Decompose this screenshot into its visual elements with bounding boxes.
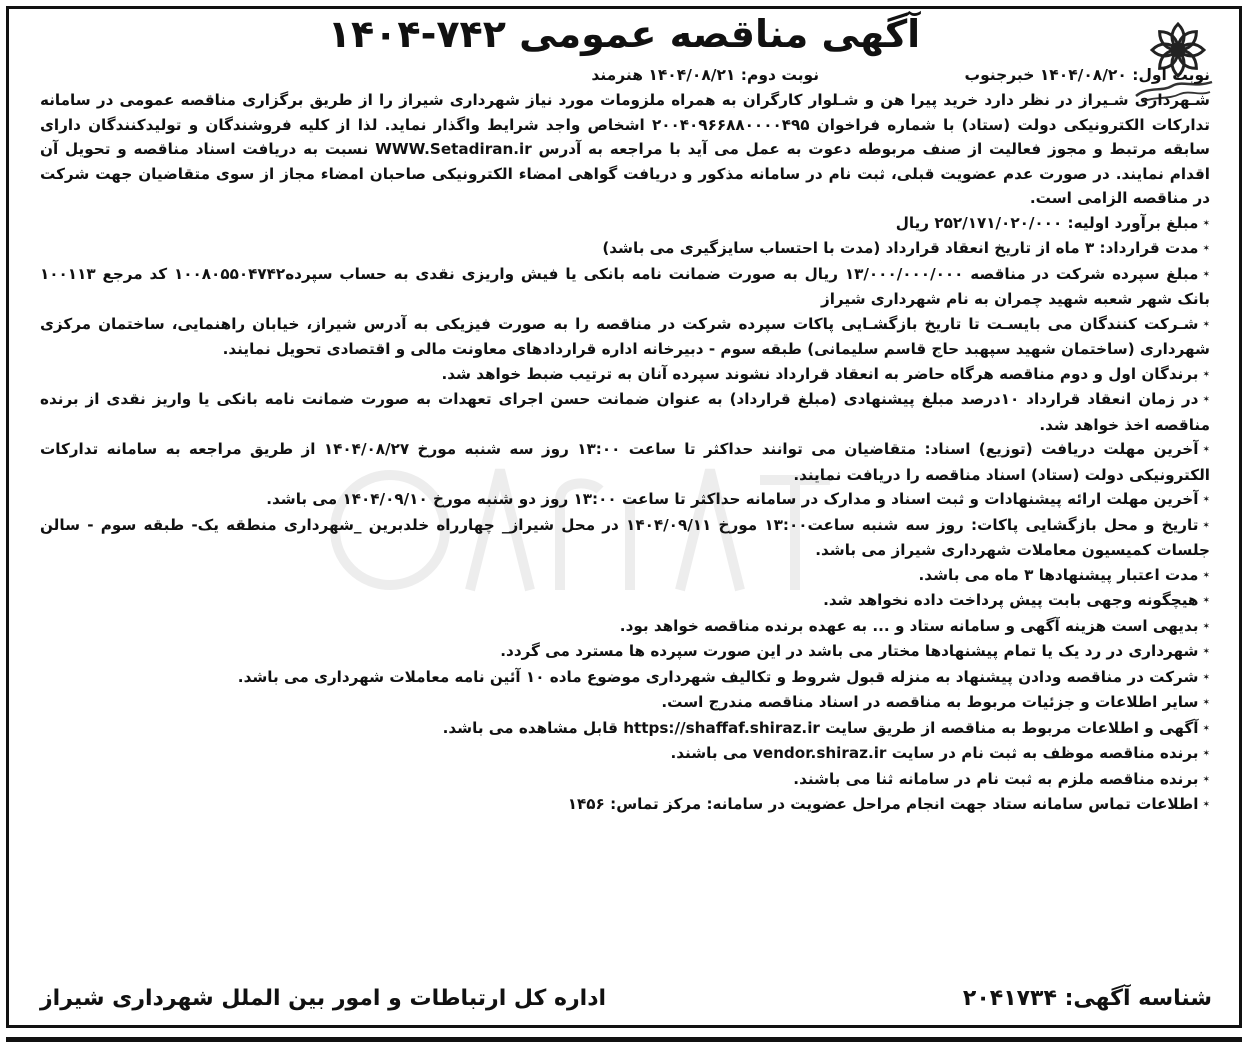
- first-turn-date: نوبت اول: ۱۴۰۴/۰۸/۲۰ خبرجنوب: [964, 66, 1210, 84]
- list-item: ✶ تاریخ و محل بازگشایی پاکات: روز سه شنبه ساعت۱۳:۰۰ مورخ ۱۴۰۴/۰۹/۱۱ در محل شیراز_ چهارراه خلدبرین _شهرداری منطقه یک- طبقه سوم - سالن جلسات کمیسیون معاملات شهرداری شیراز می باشد.: [40, 513, 1210, 563]
- list-item: ✶ مدت اعتبار پیشنهادها ۳ ماه می باشد.: [40, 563, 1210, 589]
- list-item: ✶ آخرین مهلت ارائه پیشنهادات و ثبت اسناد و مدارک در سامانه حداکثر تا ساعت ۱۳:۰۰ روز دو شنبه مورخ ۱۴۰۴/۰۹/۱۰ می باشد.: [40, 487, 1210, 513]
- list-item: ✶ آگهی و اطلاعات مربوط به مناقصه از طریق سایت https://shaffaf.shiraz.ir قابل مشاهده می باشد.: [40, 716, 1210, 742]
- notice-body: [40, 88, 1210, 818]
- list-item: ✶ در زمان انعقاد قرارداد ۱۰درصد مبلغ پیشنهادی (مبلغ قرارداد) به عنوان ضمانت حسن اجرای تعهدات به صورت ضمانت نامه بانکی یا واریز نقدی از برنده مناقصه اخذ خواهد شد.: [40, 387, 1210, 437]
- publication-turns: [591, 64, 1210, 86]
- issuing-office: اداره کل ارتباطات و امور بین الملل شهرداری شیراز: [40, 986, 607, 1011]
- notice-footer: [40, 982, 1212, 1016]
- list-item: ✶ برنده مناقصه موظف به ثبت نام در سایت vendor.shiraz.ir می باشند.: [40, 741, 1210, 767]
- list-item: ✶ مبلغ سپرده شرکت در مناقصه ۱۳/۰۰۰/۰۰۰/۰۰۰ ریال به صورت ضمانت نامه بانکی یا فیش واریزی نقدی به حساب سپرده۱۰۰۸۰۵۵۰۴۷۴۲ کد مرجع ۱۰۰۱۱۳ بانک شهر شعبه شهید چمران به نام شهرداری شیراز: [40, 262, 1210, 312]
- list-item: ✶ شـرکت کنندگان می بایسـت تا تاریخ بازگشـایی پاکات سپرده شرکت در مناقصه را به صورت فیزیکی به آدرس شیراز، خیابان راهنمایی، ساختمان مرکزی شهرداری (ساختمان شهید سپهبد حاج قاسم سلیمانی) طبقه سوم - دبیرخانه اداره قراردادهای معاونت مالی و اقتصادی تحویل نمایند.: [40, 312, 1210, 362]
- list-item: ✶ برنده مناقصه ملزم به ثبت نام در سامانه ثنا می باشند.: [40, 767, 1210, 793]
- ad-identifier: شناسه آگهی: ۲۰۴۱۷۳۴: [962, 986, 1212, 1011]
- list-item: ✶ برندگان اول و دوم مناقصه هرگاه حاضر به انعقاد قرارداد نشوند سپرده آنان به ترتیب ضبط خواهد شد.: [40, 362, 1210, 388]
- notice-title: آگهی مناقصه عمومی ۷۴۲-۱۴۰۴: [327, 12, 921, 56]
- list-item: ✶ اطلاعات تماس سامانه ستاد جهت انجام مراحل عضویت در سامانه: مرکز تماس: ۱۴۵۶: [40, 792, 1210, 818]
- list-item: ✶ شرکت در مناقصه ودادن پیشنهاد به منزله قبول شروط و تکالیف شهرداری موضوع ماده ۱۰ آئین نامه معاملات شهرداری می باشد.: [40, 665, 1210, 691]
- list-item: ✶ سایر اطلاعات و جزئیات مربوط به مناقصه در اسناد مناقصه مندرج است.: [40, 690, 1210, 716]
- second-turn-date: نوبت دوم: ۱۴۰۴/۰۸/۲۱ هنرمند: [591, 66, 820, 84]
- list-item: ✶ مدت قرارداد: ۳ ماه از تاریخ انعقاد قرارداد (مدت با احتساب سایزگیری می باشد): [40, 236, 1210, 262]
- list-item: ✶ شهرداری در رد یک یا تمام پیشنهادها مختار می باشد در این صورت سپرده ها مسترد می گردد.: [40, 639, 1210, 665]
- intro-paragraph: شـهرداری شـیراز در نظر دارد خرید پیرا هن و شـلوار کارگران به همراه ملزومات مورد نیاز شهرداری شیراز را از طریق برگزاری مناقصه عمومی در سامانه تدارکات الکترونیکی دولت (ستاد) با شماره فراخوان ۲۰۰۴۰۹۶۶۸۸۰۰۰۰۴۹۵ اشخاص واجد شرایط واگذار نماید. لذا از کلیه فروشندگان و تولیدکنندگان دارای سابقه مرتبط و مجوز فعالیت از صنف مربوطه دعوت به عمل می آید با مراجعه به آدرس WWW.Setadiran.ir نسبت به دریافت اسناد مناقصه و تحویل آن اقدام نمایند. در صورت عدم عضویت قبلی، ثبت نام در سامانه مذکور و دریافت گواهی امضاء الکترونیکی صاحبان امضاء مجاز از سوی متقاضیان جهت شرکت در مناقصه الزامی است.: [40, 91, 1210, 207]
- bottom-divider: [6, 1037, 1242, 1042]
- list-item: ✶ هیچگونه وجهی بابت پیش پرداخت داده نخواهد شد.: [40, 588, 1210, 614]
- list-item: ✶ آخرین مهلت دریافت (توزیع) اسناد: متقاضیان می توانند حداکثر تا ساعت ۱۳:۰۰ روز سه شنبه مورخ ۱۴۰۴/۰۸/۲۷ از طریق مراجعه به سامانه تدارکات الکترونیکی دولت (ستاد) اسناد مناقصه را دریافت نمایند.: [40, 437, 1210, 487]
- list-item: ✶ بدیهی است هزینه آگهی و سامانه ستاد و ... به عهده برنده مناقصه خواهد بود.: [40, 614, 1210, 640]
- list-item: ✶ مبلغ برآورد اولیه: ۲۵۲/۱۷۱/۰۲۰/۰۰۰ ریال: [40, 211, 1210, 237]
